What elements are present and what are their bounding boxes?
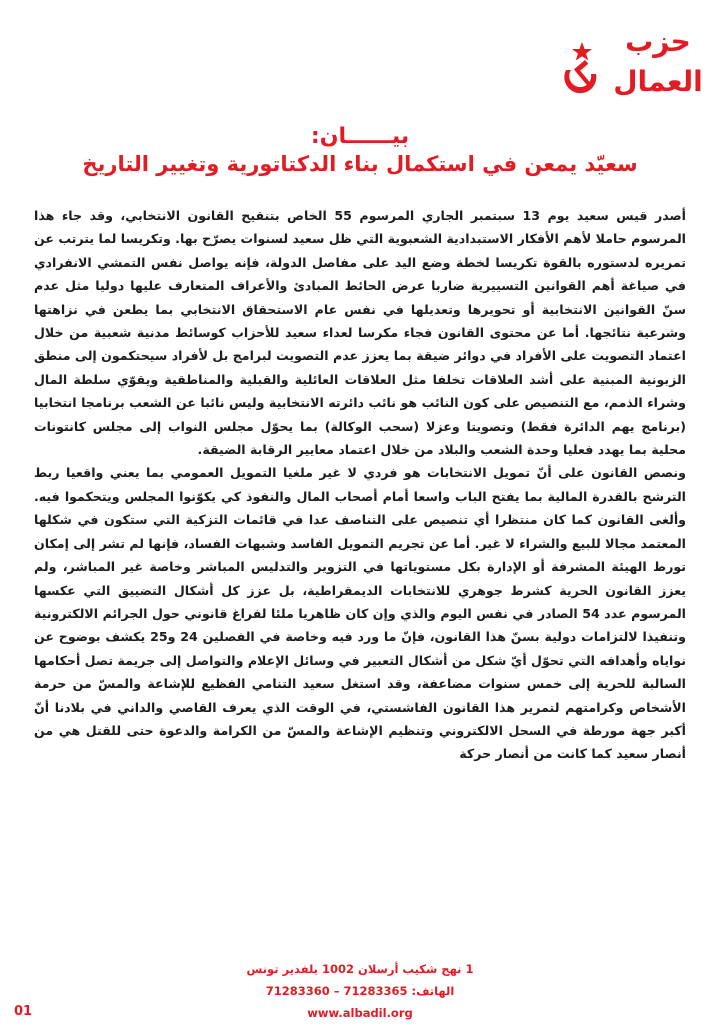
footer-website-link[interactable]: www.albadil.org: [307, 1006, 413, 1020]
statement-title: سعيّد يمعن في استكمال بناء الدكتاتورية وتغيير التاريخ: [82, 152, 638, 176]
body-paragraph-1: أصدر قيس سعيد يوم 13 سبتمبر الجاري المرسوم 55 الخاص بتنقيح القانون الانتخابي، وقد جاء هذا المرسوم حاملا لأهم الأفكار الاستبدادية الشعبوية التي ظل سعيد لسنوات يصرّح بها. وتكريسا لما يترتب عن تمريره لدستوره بالقوة تكريسا لخطة وضع اليد على مفاصل الدولة، فإنه يواصل نفس التمشي الانفرادي في صياغة أهم القوانين التسييرية ضاربا عرض الحائط المبادئ والأعراف المتعارف عليها دوليا مثل عدم سنّ القوانين الانتخابية أو تحويرها وتعديلها في نفس عام الاستحقاق الانتخابي بما يطعن في نزاهتها وشرعية نتائجها. أما عن محتوى القانون فجاء مكرسا لعداء سعيد للأحزاب كوسائط مدنية شعبية من خلال اعتماد التصويت على الأفراد في دوائر ضيقة بما يعزز عدم التصويت لبرامج بل لأفراد سيحتكمون إلى منطق الزبونية المبنية على أشد العلاقات تخلفا مثل العلاقات العائلية والقبلية والمناطقية ويقوّي سلطة المال وشراء الذمم، مع التنصيص على كون النائب هو نائب دائرته الانتخابية وليس نائبا عن الشعب برنامجا انتخابيا (برنامج يهم الدائرة فقط) وتصويتا وعزلا (سحب الوكالة) بما يحوّل مجلس النواب إلى مجلس كانتونات محلية بما يهدد فعليا وحدة الشعب والبلاد من خلال اعتماد معايير الرقابة الضيقة.: [34, 208, 686, 458]
hammer-sickle-star-icon: [556, 40, 606, 96]
statement-label: بيــــــان:: [310, 124, 410, 149]
party-name: [612, 22, 704, 102]
footer-phone: الهاتف: 71283365 – 71283360: [265, 984, 455, 998]
body-paragraph-2: ونصص القانون على أنّ تمويل الانتخابات هو فردي لا غير ملغيا التمويل العمومي بما يعني واقعيا ربط الترشح بالقدرة المالية بما يفتح الباب واسعا أمام أصحاب المال والنفوذ كي يكوّنوا المجلس ويتحكموا فيه. وألغى القانون كما كان منتظرا أي تنصيص على التناصف عدا في قائمات التزكية التي ستكون في شكلها المعتمد مجالا للبيع والشراء لا غير. أما عن تجريم التمويل الفاسد وشبهات الفساد، فإنها لم تشر إلى إمكان تورط الهيئة المشرفة أو الإدارة بكل مستوياتها في التزوير والتدليس المباشر وخاصة غير المباشر، ولم يعزز القانون الحرية كشرط جوهري للانتخابات الديمقراطية، بل عزز كل أشكال التضييق التي عكسها المرسوم عدد 54 الصادر في نفس اليوم والذي وإن كان ظاهريا ملئا لفراغ قانوني حول الجرائم الالكترونية وتنفيذا لالتزامات دولية بسنّ هذا القانون، فإنّ ما ورد فيه وخاصة في الفصلين 24 و25 يكشف بوضوح عن نواياه وأهدافه التي تحوّل أيّ شكل من أشكال التعبير في وسائل الإعلام والتواصل إلى جريمة تصل أحكامها السالبة للحرية إلى خمس سنوات مضاعفة، وقد استغل سعيد التنامي الفظيع للإشاعة والمسّ من حرمة الأشخاص وكرامتهم لتمرير هذا القانون الفاشستي، في الوقت الذي يعرف القاصي والداني في بلادنا أنّ أكبر جهة مورطة في السحل الالكتروني وتنظيم الإشاعة والمسّ من الكرامة والدعوة حتى للقتل هي من أنصار سعيد كما كانت من أنصار حركة: [34, 465, 686, 762]
page-number: 01: [14, 1004, 33, 1019]
party-name-line-1: حزب: [625, 25, 691, 58]
party-logo: [554, 18, 704, 113]
statement-body: [34, 204, 686, 930]
footer-address: 1 نهج شكيب أرسلان 1002 بلفدير تونس: [246, 962, 474, 976]
party-name-line-2: العمال: [613, 65, 703, 98]
